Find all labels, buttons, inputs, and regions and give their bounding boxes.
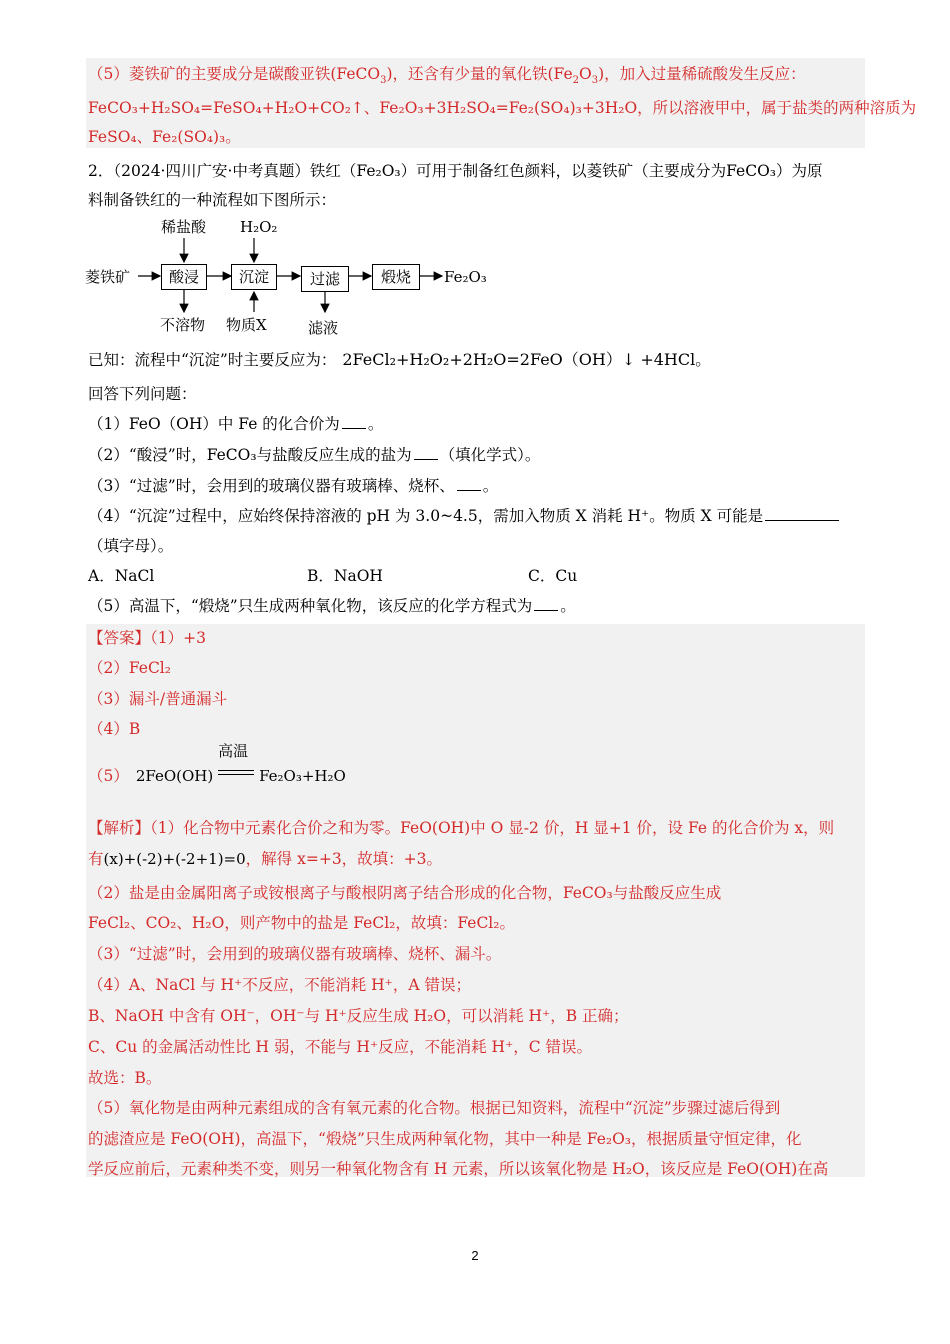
analysis-3: （3）“过滤”时，会用到的玻璃仪器有玻璃棒、烧杯、漏斗。 xyxy=(88,945,502,963)
flow-reagent-hcl: 稀盐酸 xyxy=(161,218,207,236)
answer-blank-2[interactable] xyxy=(414,445,438,460)
answer-blank-3[interactable] xyxy=(457,476,481,491)
analysis-2a: （2）盐是由金属阳离子或铵根离子与酸根阴离子结合形成的化合物，FeCO₃与盐酸反应生成 xyxy=(88,884,722,902)
known-reaction: 已知：流程中“沉淀”时主要反应为： 2FeCl₂+H₂O₂+2H₂O=2FeO（OH）↓ +4HCl。 xyxy=(88,350,711,369)
flow-step-acid-leach: 酸浸 xyxy=(161,264,207,290)
reaction-condition: 高温 xyxy=(218,767,254,781)
answer-prompt: 回答下列问题： xyxy=(88,385,197,403)
answer-blank-1[interactable] xyxy=(342,414,366,429)
analysis-1a: 【解析】（1）化合物中元素化合价之和为零。FeO(OH)中 O 显-2 价，H 显+1 价，设 Fe 的化合价为 x，则 xyxy=(88,819,835,837)
analysis-5b: 的滤渣应是 FeO(OH)，高温下，“煅烧”只生成两种氧化物，其中一种是 Fe₂O₃，根据质量守恒定律，化 xyxy=(88,1130,802,1148)
flow-step-filter: 过滤 xyxy=(301,266,349,292)
flow-reagent-h2o2: H₂O₂ xyxy=(240,218,278,236)
page-number: 2 xyxy=(471,1248,479,1263)
prev-answer-line-1: （5）菱铁矿的主要成分是碳酸亚铁(FeCO$_3$)，还含有少量的氧化铁$(Fe_2O_3)$，加入过量稀硫酸发生反应： xyxy=(88,65,806,87)
flow-substance-x: 物质X xyxy=(226,316,267,334)
analysis-4c: C、Cu 的金属活动性比 H 弱，不能与 H⁺反应，不能消耗 H⁺，C 错误。 xyxy=(88,1038,593,1056)
analysis-4d: 故选：B。 xyxy=(88,1069,162,1087)
option-a[interactable]: A．NaCl xyxy=(88,567,155,585)
subquestion-1: （1）FeO（OH）中 Fe 的化合价为 。 xyxy=(88,415,384,433)
subquestion-4: （4）“沉淀”过程中，应始终保持溶液的 pH 为 3.0~4.5，需加入物质 X 消耗 H⁺。物质 X 可能是 xyxy=(88,506,841,526)
analysis-2b: FeCl₂、CO₂、H₂O，则产物中的盐是 FeCl₂，故填：FeCl₂。 xyxy=(88,914,515,932)
analysis-4b: B、NaOH 中含有 OH⁻，OH⁻与 H⁺反应生成 H₂O，可以消耗 H⁺，B 正确； xyxy=(88,1007,629,1025)
analysis-5a: （5）氧化物是由两种元素组成的含有氧元素的化合物。根据已知资料，流程中“沉淀”步骤过滤后得到 xyxy=(88,1099,781,1117)
question-stem-line-2: 料制备铁红的一种流程如下图所示： xyxy=(88,191,337,209)
question-stem-line-1: 2．（2024·四川广安·中考真题）铁红（Fe₂O₃）可用于制备红色颜料，以菱铁矿（主要成分为FeCO₃）为原 xyxy=(88,162,823,180)
subquestion-4-tail: （填字母）。 xyxy=(88,537,174,555)
prev-answer-line-3: FeSO₄、Fe₂(SO₄)₃。 xyxy=(88,128,241,146)
option-c[interactable]: C．Cu xyxy=(528,567,578,585)
flow-diagram xyxy=(80,212,520,342)
answer-blank-5[interactable] xyxy=(534,596,558,611)
flow-output: Fe₂O₃ xyxy=(444,268,487,286)
analysis-5c: 学反应前后，元素种类不变，则另一种氧化物含有 H 元素，所以该氧化物是 H₂O，该反应是 FeO(OH)在高 xyxy=(88,1160,829,1178)
flow-input: 菱铁矿 xyxy=(85,268,131,286)
subquestion-3: （3）“过滤”时，会用到的玻璃仪器有玻璃棒、烧杯、 。 xyxy=(88,477,499,495)
analysis-1b: 有(x)+(-2)+(-2+1)=0，解得 x=+3，故填：+3。 xyxy=(88,850,443,868)
flow-waste-insoluble: 不溶物 xyxy=(160,316,206,334)
answer-blank-4[interactable] xyxy=(765,506,839,521)
answer-3: （3）漏斗/普通漏斗 xyxy=(88,690,228,708)
prev-answer-line-2: FeCO₃+H₂SO₄=FeSO₄+H₂O+CO₂↑、Fe₂O₃+3H₂SO₄=Fe₂(SO₄)₃+3H₂O，所以溶液甲中，属于盐类的两种溶质为 xyxy=(88,99,917,117)
answer-5: （5） 2FeO(OH) 高温 Fe₂O₃+H₂O xyxy=(88,742,346,785)
answer-1: 【答案】（1）+3 xyxy=(88,629,206,647)
subquestion-2: （2）“酸浸”时，FeCO₃与盐酸反应生成的盐为 （填化学式）。 xyxy=(88,446,541,464)
flow-waste-filtrate: 滤液 xyxy=(308,319,339,337)
analysis-4a: （4）A、NaCl 与 H⁺不反应，不能消耗 H⁺，A 错误； xyxy=(88,976,471,994)
answer-4: （4）B xyxy=(88,720,141,738)
answer-2: （2）FeCl₂ xyxy=(88,659,171,677)
flow-step-calcine: 煅烧 xyxy=(372,264,420,290)
subquestion-5: （5）高温下，“煅烧”只生成两种氧化物，该反应的化学方程式为 。 xyxy=(88,597,576,615)
flow-step-precipitate: 沉淀 xyxy=(231,264,277,290)
option-b[interactable]: B．NaOH xyxy=(307,567,383,585)
